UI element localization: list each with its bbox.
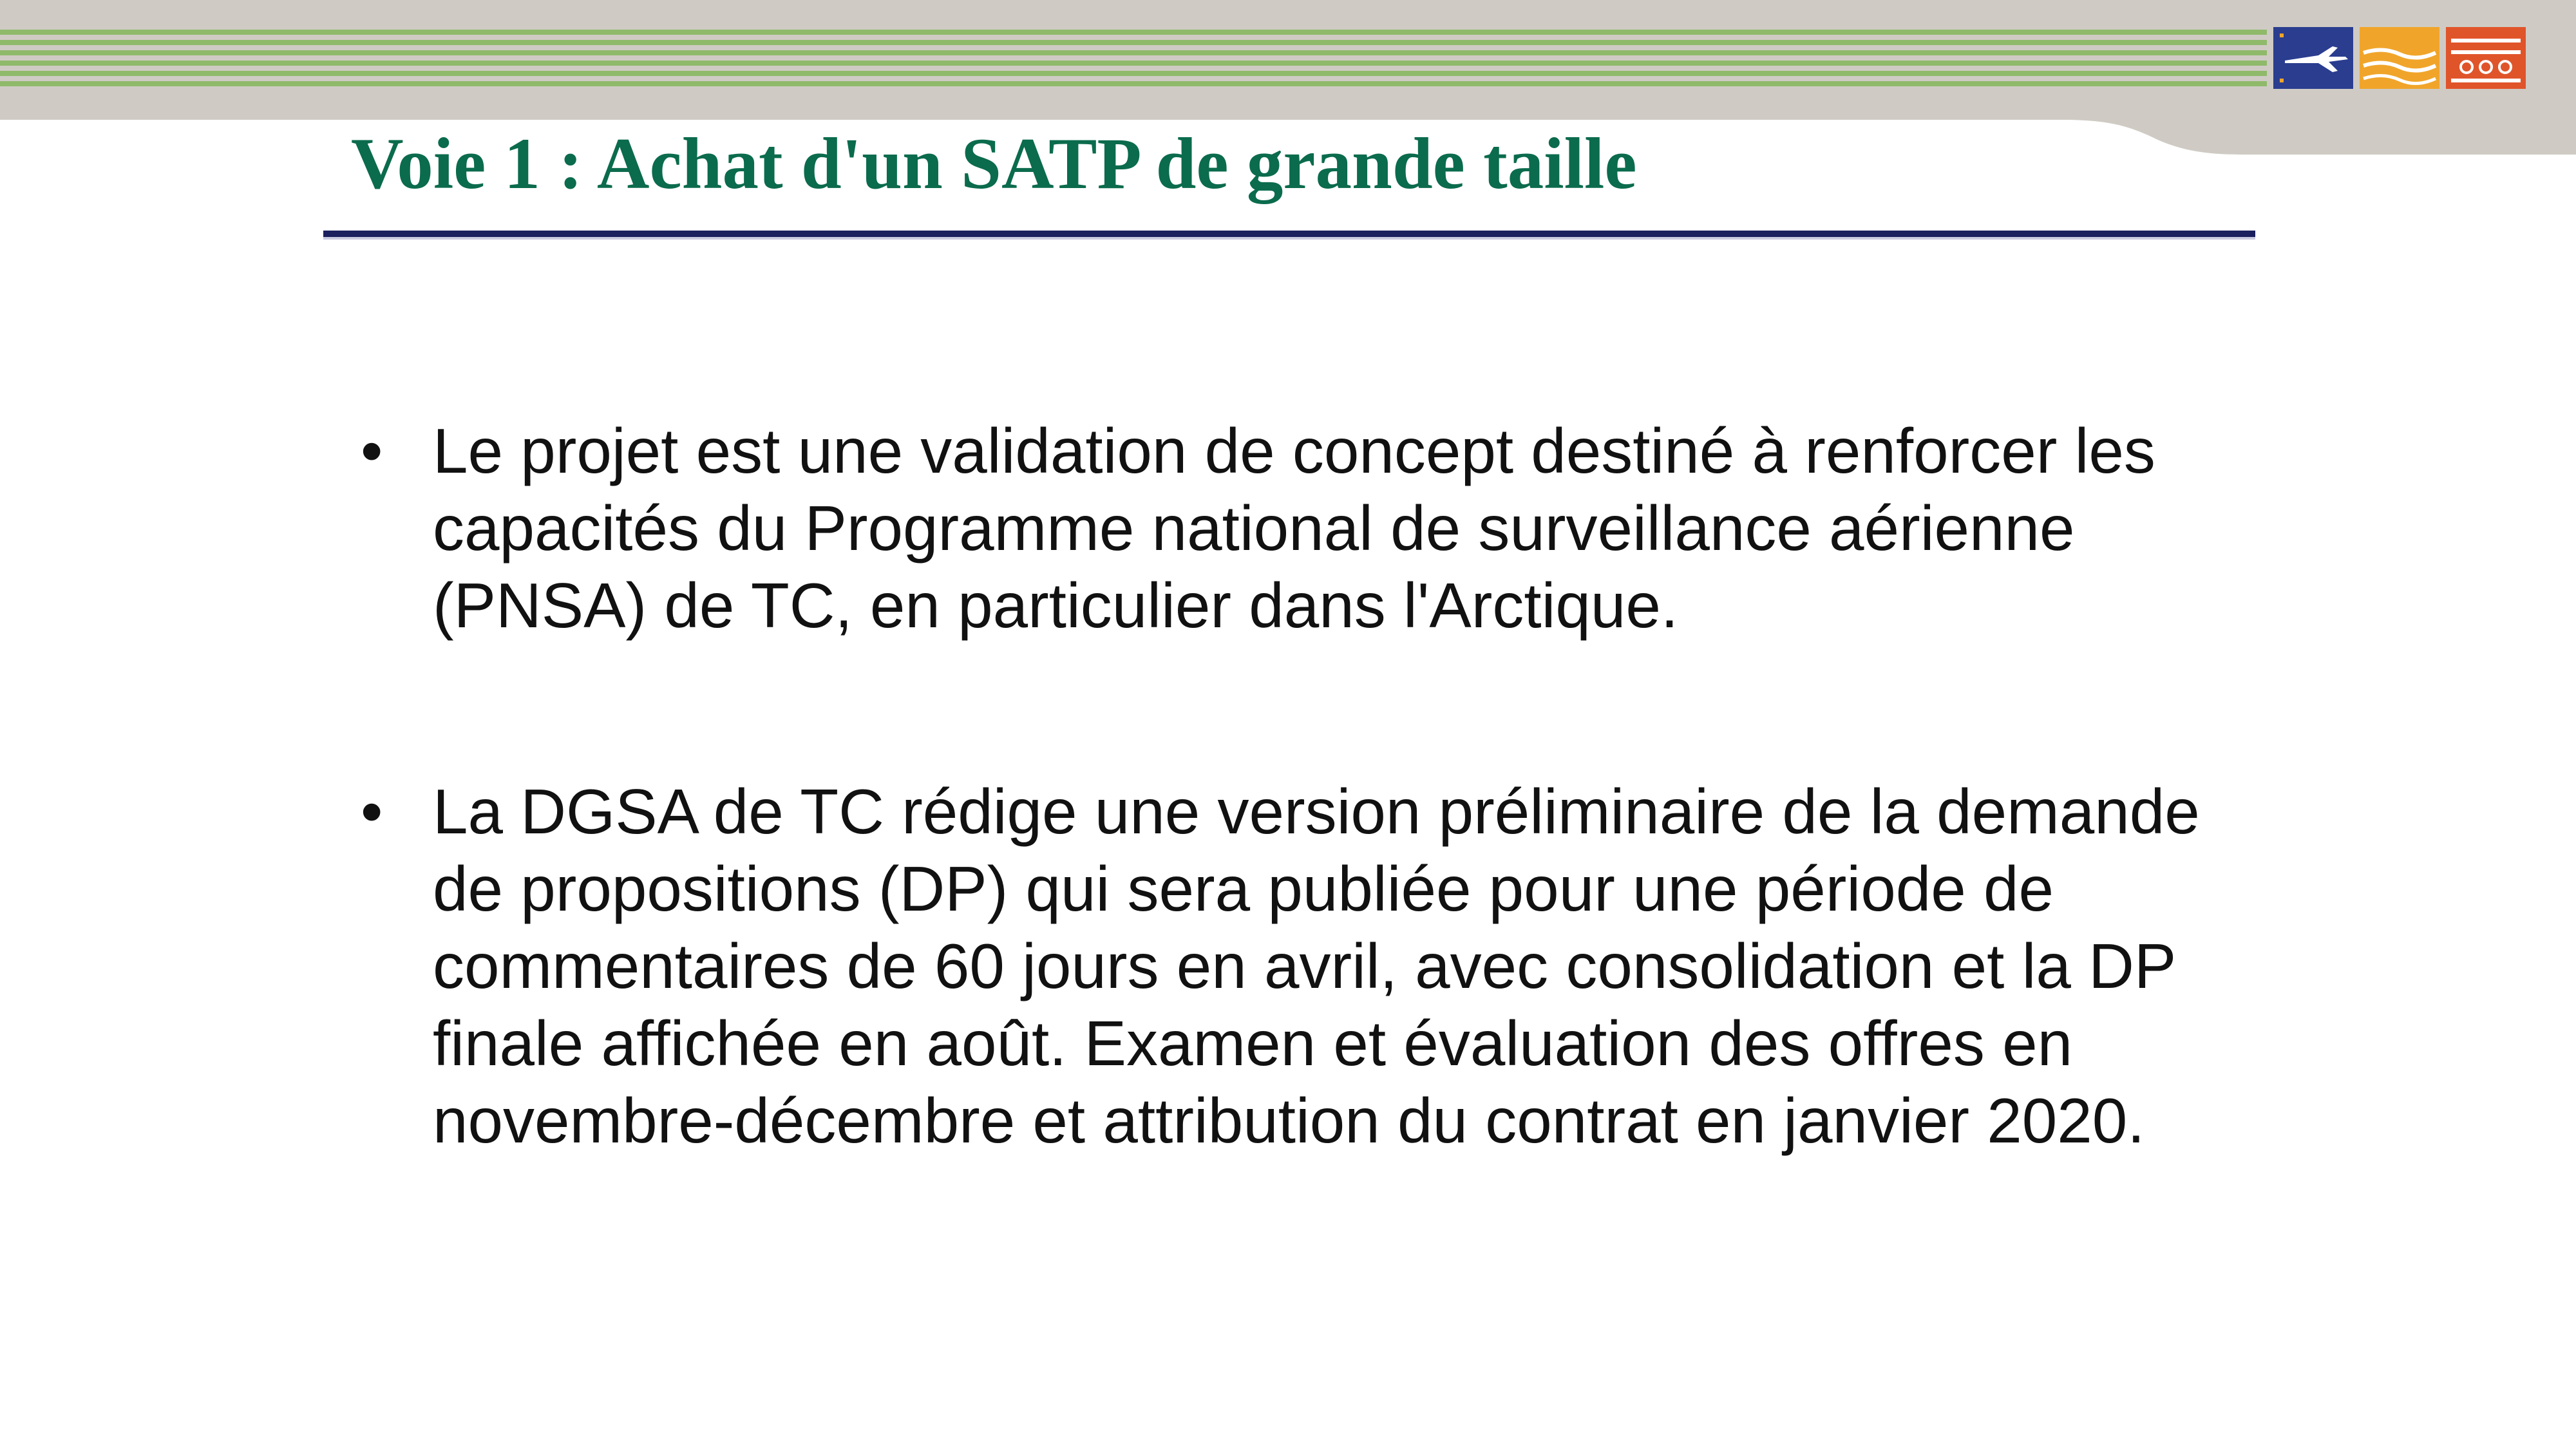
title-underline [323,231,2255,237]
marine-logo-icon [2360,27,2439,89]
bullet-text: Le projet est une validation de concept destiné à renforcer les capacités du Programme national de surveillance aérienne (PNSA) de TC, en particulier dans l'Arctique. [433,415,2155,641]
bullet-item [361,773,2228,1159]
bullet-marker: • [361,776,383,847]
rail-logo-icon [2446,27,2526,89]
bullet-text: La DGSA de TC rédige une version préliminaire de la demande de propositions (DP) qui sera publiée pour une période de commentaires de 60 jours en avril, avec consolidation et la DP finale affichée en août. Examen et évaluation des offres en novembre-décembre et attribution du contrat en janvier 2020. [433,776,2200,1156]
slide-title: Voie 1 : Achat d'un SATP de grande taille [351,124,1637,204]
bullet-list [361,412,2228,1159]
bullet-marker: • [361,415,383,486]
bullet-item [361,412,2228,644]
airplane-logo-icon [2273,27,2353,89]
logo-group [2273,27,2531,89]
title-underline-shadow [323,237,2255,240]
